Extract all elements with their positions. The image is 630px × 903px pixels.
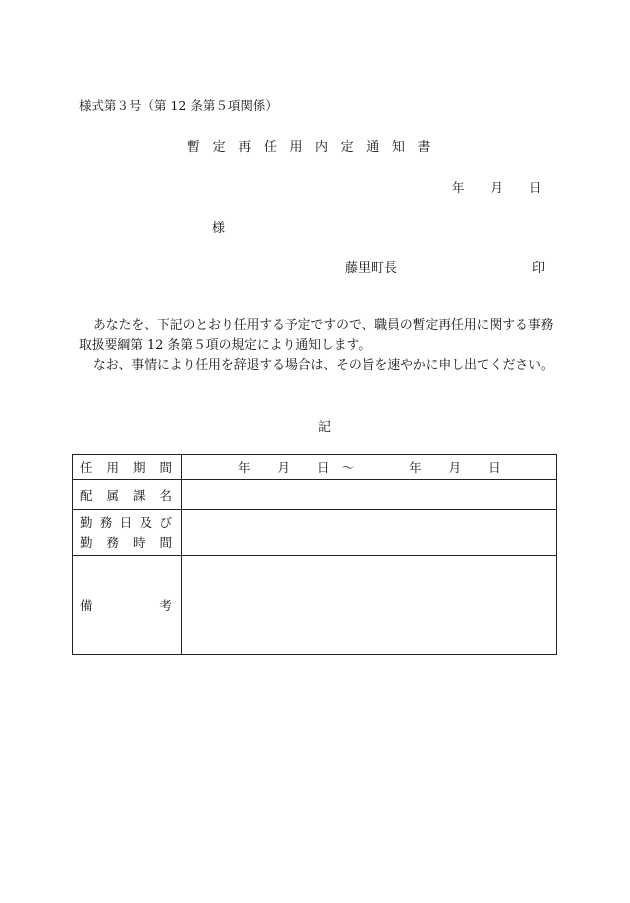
table-row xyxy=(73,510,557,556)
remarks-label: 備 考 xyxy=(73,556,182,655)
notice-paragraph: あなたを、下記のとおり任用する予定ですので、職員の暫定再任用に関する事務取扱要綱第 12 条第５項の規定により通知します。 xyxy=(79,318,554,353)
recipient-honorific: 様 xyxy=(212,221,226,236)
period-value: 年 月 日 ～ 年 月 日 xyxy=(182,455,557,480)
title-char: 定 xyxy=(340,140,354,155)
title-char: 任 xyxy=(263,140,277,155)
form-number: 様式第３号（第 12 条第５項関係） xyxy=(79,98,278,113)
title-char: 定 xyxy=(212,140,226,155)
title-char: 通 xyxy=(366,140,380,155)
title-char: 知 xyxy=(391,140,405,155)
notice-paragraph: なお、事情により任用を辞退する場合は、その旨を速やかに申し出てください。 xyxy=(93,358,554,373)
seal-mark: 印 xyxy=(532,261,546,276)
work-schedule-value xyxy=(182,510,557,556)
work-schedule-label: 勤 務 日 及 び 勤 務 時 間 xyxy=(73,510,182,556)
title-char: 用 xyxy=(289,140,303,155)
remarks-value xyxy=(182,556,557,655)
table-row xyxy=(73,480,557,510)
notice-body xyxy=(79,316,557,376)
department-label: 配 属 課 名 xyxy=(73,480,182,510)
department-value xyxy=(182,480,557,510)
title-char: 書 xyxy=(417,140,431,155)
appointment-details-table xyxy=(72,454,557,655)
issue-date xyxy=(452,178,542,196)
period-label: 任 用 期 間 xyxy=(73,455,182,480)
issuer-name: 藤里町長 xyxy=(345,261,398,276)
title-char: 再 xyxy=(238,140,252,155)
date-year: 年 xyxy=(452,180,465,195)
ki-heading: 記 xyxy=(318,420,332,435)
date-month: 月 xyxy=(490,180,504,195)
title-char: 暫 xyxy=(187,140,201,155)
table-row xyxy=(73,455,557,480)
date-day: 日 xyxy=(529,180,542,195)
title-char: 内 xyxy=(315,140,329,155)
document-title xyxy=(187,136,431,155)
table-row xyxy=(73,556,557,655)
